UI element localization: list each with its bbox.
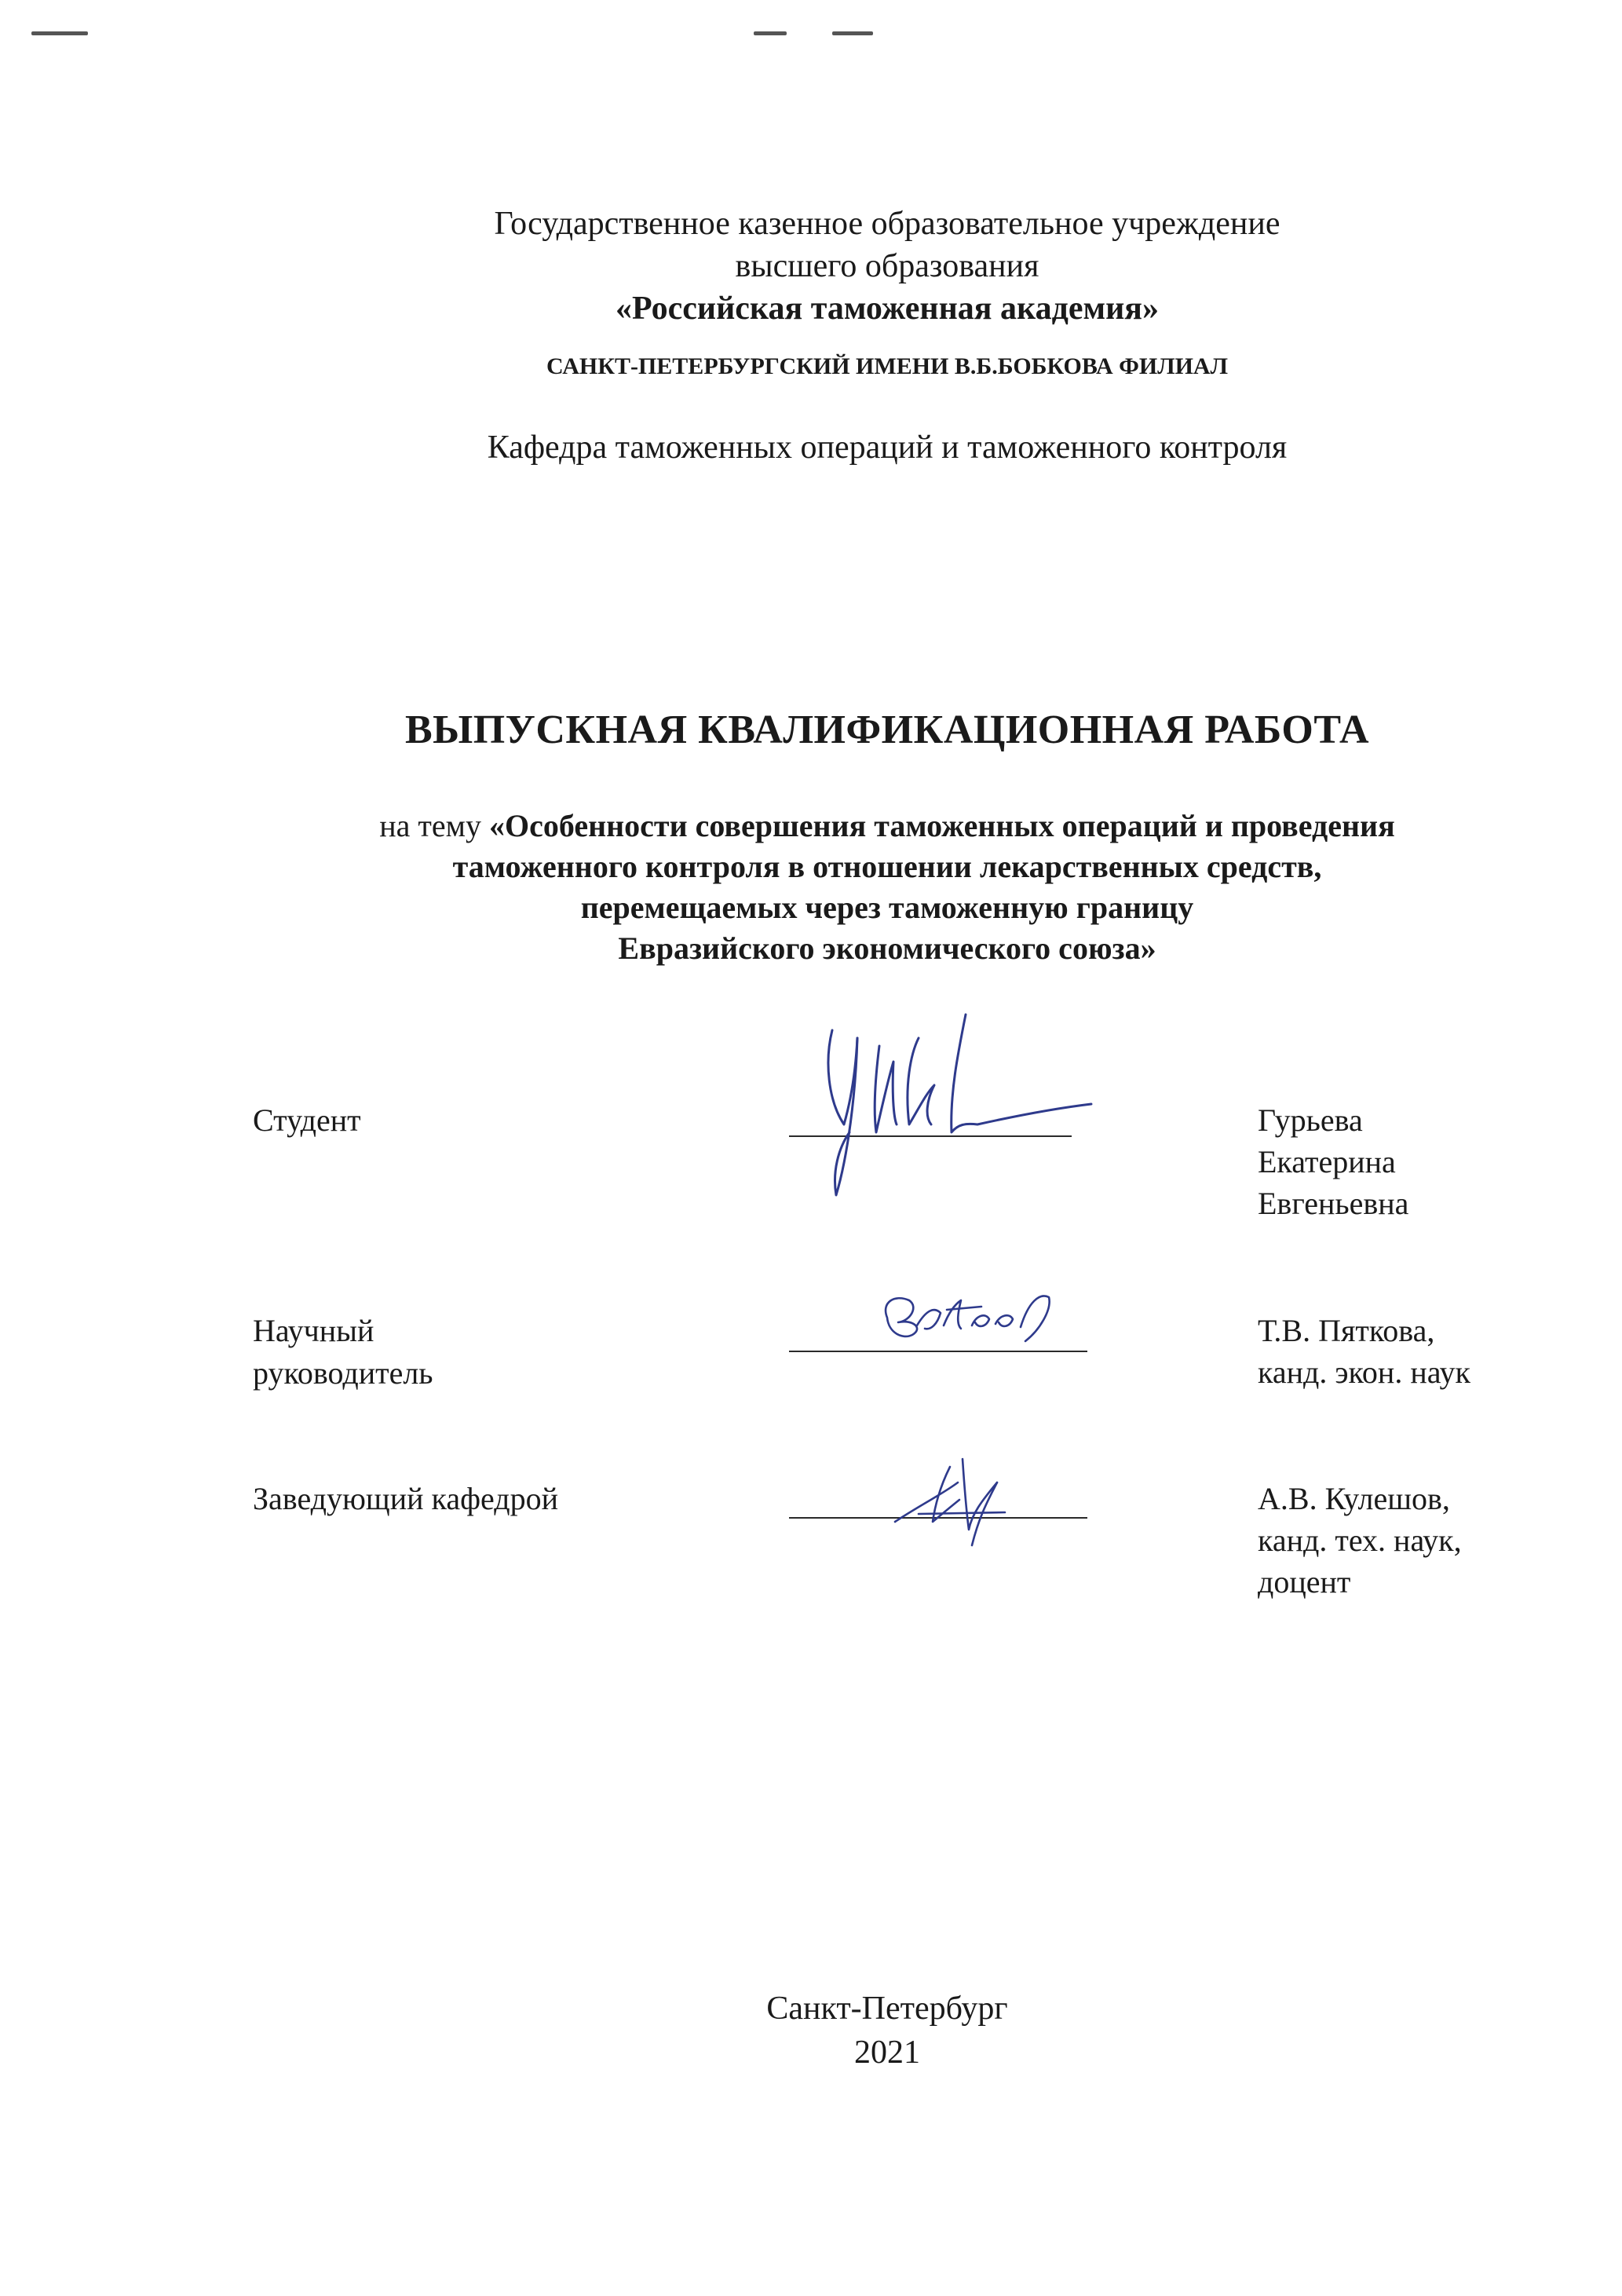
branch-name: САНКТ-ПЕТЕРБУРГСКИЙ ИМЕНИ В.Б.БОБКОВА ФИЛИАЛ [546,353,1228,379]
scan-artifact-center-a [754,31,787,35]
footer-city: Санкт-Петербург [766,1991,1008,2027]
signature-row-head [0,1478,1622,1651]
head-fullname: А.В. Кулешов, [1258,1481,1450,1516]
footer-year: 2021 [854,2035,920,2071]
signature-line-supervisor [789,1351,1087,1352]
head-degree: канд. тех. наук, [1258,1523,1462,1558]
department-name: Кафедра таможенных операций и таможенного контроля [487,430,1288,466]
head-title: доцент [1258,1564,1351,1600]
supervisor-fullname: Т.В. Пяткова, [1258,1313,1435,1348]
role-head: Заведующий кафедрой [253,1481,559,1516]
topic-line-2: таможенного контроля в отношении лекарственных средств, [452,849,1322,884]
topic-text-1: «Особенности совершения таможенных операций и проведения [488,808,1395,843]
academy-name: «Российская таможенная академия» [615,291,1159,327]
document-title: ВЫПУСКНАЯ КВАЛИФИКАЦИОННАЯ РАБОТА [404,707,1369,752]
topic-line-1 [204,806,1570,846]
topic-prefix: на тему [379,808,481,843]
role-supervisor-line-2: руководитель [253,1355,433,1391]
institution-line-1: Государственное казенное образовательное учреждение [494,206,1280,242]
signature-supervisor [871,1286,1083,1349]
thesis-topic [204,806,1570,969]
institution-line-2: высшего образования [735,248,1039,284]
signature-row-supervisor [0,1310,1622,1483]
student-first-name: Екатерина [1258,1144,1396,1179]
supervisor-degree: канд. экон. наук [1258,1355,1470,1390]
head-name [1258,1478,1462,1603]
signature-row-student [0,1099,1622,1272]
role-supervisor [253,1310,433,1395]
student-surname: Гурьева [1258,1102,1363,1138]
topic-line-3: перемещаемых через таможенную границу [580,890,1194,925]
document-footer [612,1987,1162,2075]
supervisor-name [1258,1310,1470,1393]
signature-head [887,1451,1060,1553]
scan-artifact-center-b [832,31,873,35]
signature-student [801,1007,1099,1211]
role-supervisor-line-1: Научный [253,1313,374,1348]
scan-artifact-left [31,31,88,35]
role-student: Студент [253,1102,361,1138]
institution-header [298,203,1476,466]
student-name [1258,1099,1408,1224]
topic-line-4: Евразийского экономического союза» [618,930,1156,966]
student-patronymic: Евгеньевна [1258,1186,1409,1221]
